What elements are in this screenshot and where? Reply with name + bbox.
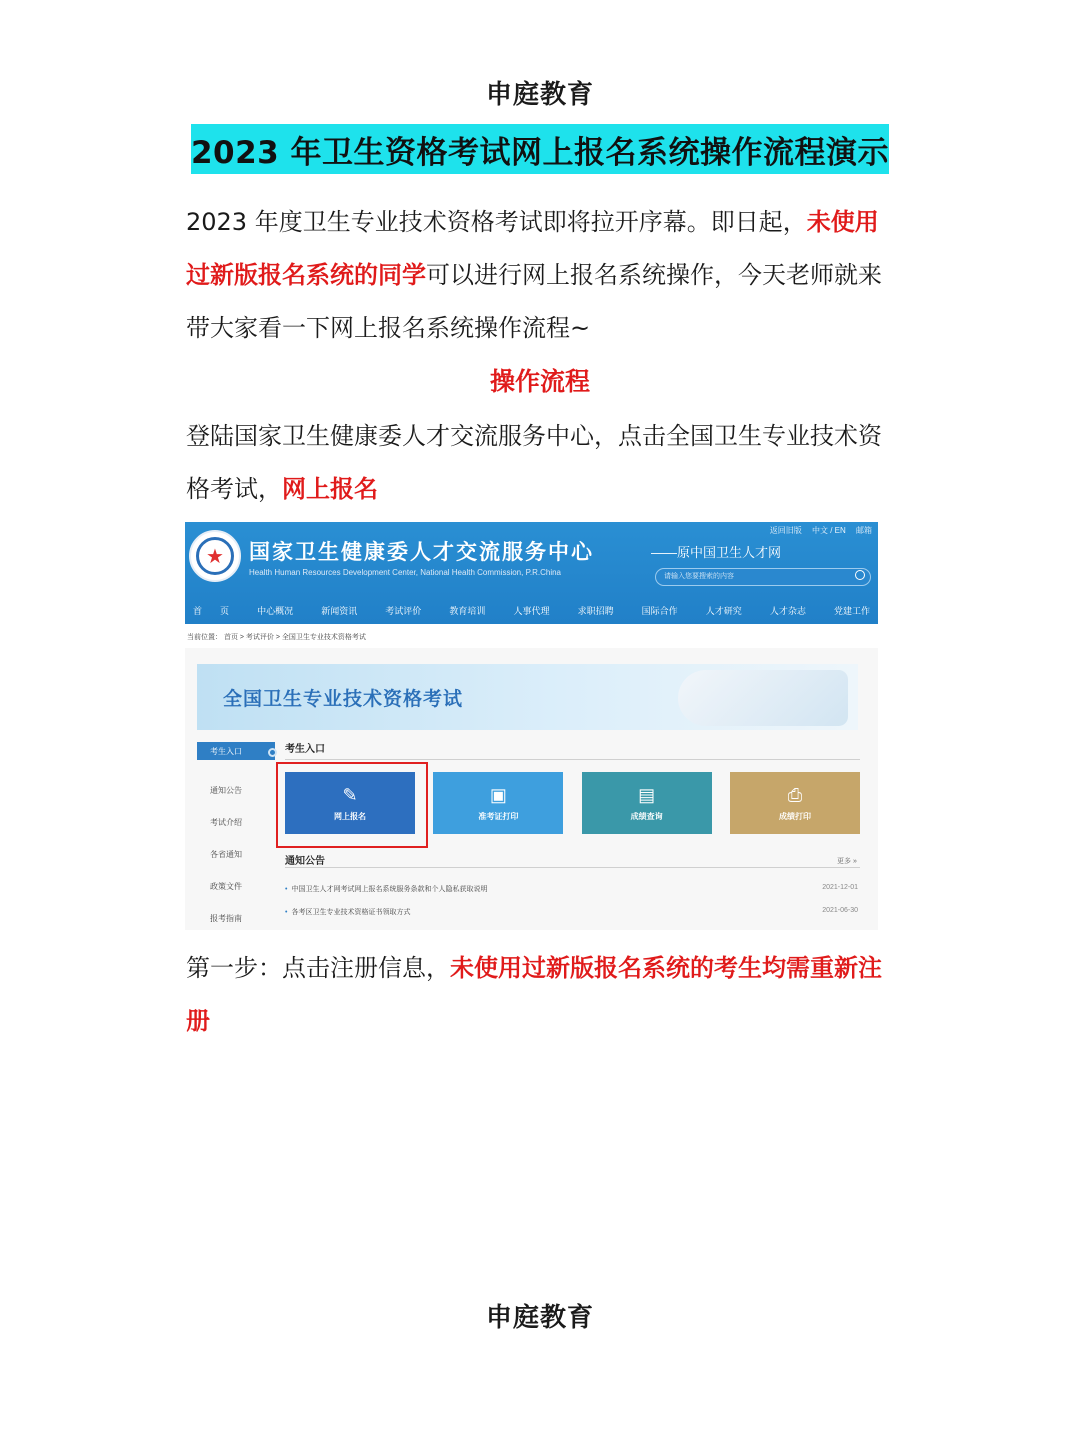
nav-item-training[interactable]: 教育培训	[449, 605, 486, 616]
nav-item-jobs[interactable]: 求职招聘	[577, 605, 614, 616]
admission-print-button[interactable]	[433, 772, 563, 834]
list-item[interactable]	[285, 907, 860, 917]
nav-item-research[interactable]: 人才研究	[705, 605, 742, 616]
search-icon[interactable]	[855, 570, 865, 580]
tile-label: 网上报名	[334, 811, 366, 821]
breadcrumb: 当前位置： 首页 > 考试评价 > 全国卫生专业技术资格考试	[187, 634, 366, 641]
side-item-guide[interactable]: 报考指南	[210, 913, 242, 923]
side-item-intro[interactable]: 考试介绍	[210, 817, 242, 827]
section-title: 操作流程	[489, 367, 590, 396]
printer-icon: ⎙	[787, 784, 803, 805]
nav-item-magazine[interactable]: 人才杂志	[769, 605, 806, 616]
bullet-icon: •	[285, 886, 288, 893]
nav-item-about[interactable]: 中心概况	[257, 605, 294, 616]
pen-icon: ✎	[342, 784, 358, 805]
divider	[285, 759, 860, 760]
site-logo[interactable]	[189, 530, 241, 582]
list-item[interactable]	[285, 884, 860, 894]
nav-item-party[interactable]: 党建工作	[833, 605, 870, 616]
banner-image	[678, 670, 848, 726]
score-print-button[interactable]	[730, 772, 860, 834]
top-link-lang[interactable]: 中文 / EN	[811, 526, 846, 535]
nav-item-exam[interactable]: 考试评价	[385, 605, 422, 616]
tile-label: 成绩查询	[630, 811, 663, 821]
intro-paragraph	[186, 196, 900, 355]
banner-title: 全国卫生专业技术资格考试	[223, 689, 464, 710]
star-icon: ★	[196, 537, 234, 575]
site-name: 国家卫生健康委人才交流服务中心	[249, 541, 594, 564]
search-input[interactable]: 请输入您要搜索的内容	[655, 568, 871, 586]
active-dot-icon	[268, 748, 277, 757]
notice-date: 2021-12-01	[822, 884, 858, 891]
entry-section	[285, 740, 860, 821]
divider	[285, 867, 860, 868]
nav-item-news[interactable]: 新闻资讯	[321, 605, 358, 616]
more-link[interactable]: 更多 »	[837, 858, 857, 865]
notice-title: 各考区卫生专业技术资格证书领取方式	[291, 909, 411, 916]
id-card-icon: ▣	[489, 784, 507, 805]
intro-highlight: 未使用过新版报名系统的同学	[186, 208, 879, 289]
notice-title: 中国卫生人才网考试网上报名系统服务条款和个人隐私获取说明	[291, 886, 488, 893]
nav-item-intl[interactable]: 国际合作	[641, 605, 678, 616]
top-link-old[interactable]: 返回旧版	[769, 526, 802, 535]
top-links	[762, 525, 872, 536]
step0-paragraph	[186, 410, 900, 516]
step1-highlight: 未使用过新版报名系统的考生均需重新注册	[186, 954, 882, 1035]
side-menu	[197, 742, 275, 930]
step1-text: 第一步：点击注册信息，	[186, 954, 450, 982]
brand-footer: 申庭教育	[485, 1303, 594, 1333]
intro-text-2: 可以进行网上报名系统操作，今天老师就来带大家看一下网上报名系统操作流程~	[186, 261, 882, 342]
website-screenshot	[185, 522, 878, 930]
top-link-mail[interactable]: 邮箱	[856, 526, 872, 535]
brand-header: 申庭教育	[485, 80, 594, 110]
title-banner	[191, 124, 889, 174]
site-nav	[185, 596, 878, 624]
side-item-province[interactable]: 各省通知	[210, 849, 242, 859]
notice-heading: 通知公告	[285, 856, 325, 867]
nav-item-agency[interactable]: 人事代理	[513, 605, 550, 616]
site-name-en: Health Human Resources Development Center, National Health Commission, P.R.China	[249, 568, 561, 577]
score-query-button[interactable]	[582, 772, 712, 834]
tile-label: 准考证打印	[478, 811, 519, 821]
side-item-entry[interactable]: 考生入口	[197, 742, 275, 760]
step1-paragraph	[186, 942, 900, 1048]
entry-heading: 考生入口	[285, 744, 325, 755]
highlight-box	[276, 762, 428, 848]
site-header	[185, 522, 878, 624]
step0-text: 登陆国家卫生健康委人才交流服务中心，点击全国卫生专业技术资格考试，	[186, 422, 882, 503]
notice-date: 2021-06-30	[822, 907, 858, 914]
side-item-notice[interactable]: 通知公告	[210, 785, 242, 795]
document-search-icon: ▤	[638, 784, 656, 805]
exam-banner	[197, 664, 858, 730]
step0-highlight: 网上报名	[282, 475, 378, 503]
side-item-policy[interactable]: 政策文件	[210, 881, 242, 891]
bullet-icon: •	[285, 909, 288, 916]
page-title: 2023 年卫生资格考试网上报名系统操作流程演示	[190, 134, 890, 171]
intro-text-1: 2023 年度卫生专业技术资格考试即将拉开序幕。即日起，	[186, 208, 807, 236]
tile-label: 成绩打印	[778, 811, 811, 821]
site-slogan: ——原中国卫生人才网	[651, 545, 782, 560]
nav-item-home[interactable]: 首 页	[193, 605, 230, 616]
